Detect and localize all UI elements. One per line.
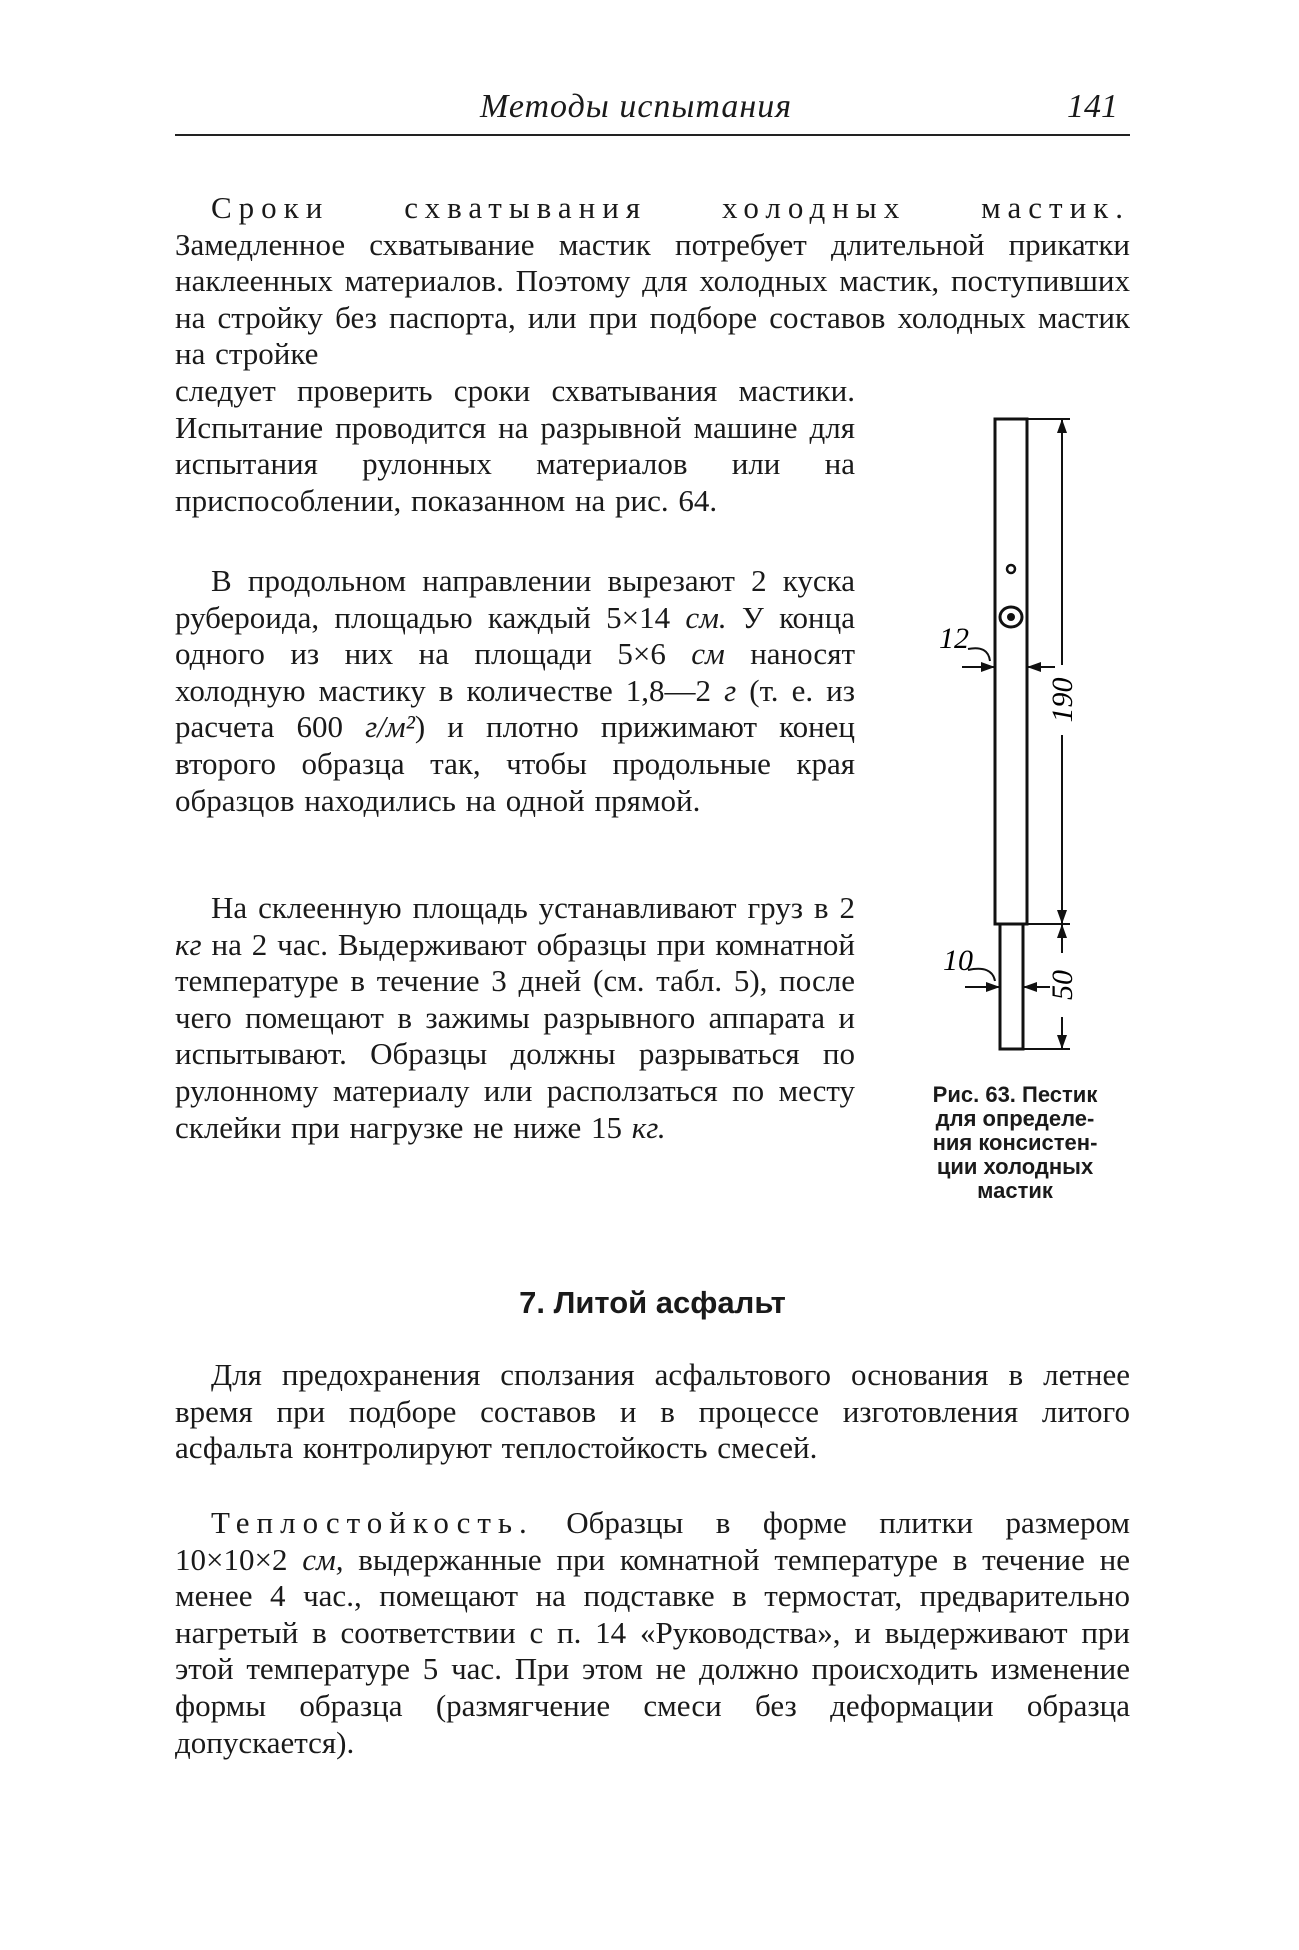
dimension-width-upper-label: 12	[939, 622, 969, 655]
paragraph-setting-time-continued: следует проверить сроки схватывания мастики. Испытание проводится на разрывной машине для испытания рулонных материалов или на приспособлении, показанном на рис. 64.	[175, 373, 855, 518]
running-header	[175, 88, 1130, 136]
unit: г/м²	[365, 709, 415, 745]
dimension-lower-label: 50	[1046, 970, 1079, 1000]
unit: см.	[685, 599, 727, 635]
arrow-up-icon	[1057, 924, 1067, 938]
caption-line: ции холодных	[936, 1154, 1094, 1179]
text-run: наносят холодную мастику в количестве 1,8—2	[175, 636, 855, 708]
caption-line: Рис. 63. Пестик	[932, 1082, 1098, 1107]
text-run: На склеенную площадь устанавливают груз в 2	[211, 890, 855, 925]
caption-line: ния консистен-	[932, 1130, 1098, 1155]
text-run: Образцы в форме плитки размером 10×10×2	[175, 1505, 1130, 1577]
pestle-upper-rod	[995, 419, 1027, 924]
hole-icon	[1007, 565, 1015, 573]
text-run: выдержанные при комнатной температуре в течение не менее 4 час., помещают на подставке в термостат, предварительно нагретый в соответствии с п. 14 «Руководства», и выдерживают при этой температуре 5 час. При этом не должно происходить изменение формы образца (размягчение смеси без деформации образца допускается).	[175, 1541, 1130, 1760]
paragraph-load	[175, 890, 855, 1146]
arrow-down-icon	[1057, 910, 1067, 924]
text-run: (т. е. из расчета 600	[175, 672, 855, 745]
unit: г	[724, 672, 737, 708]
arrow-left-icon	[1027, 662, 1041, 672]
unit: кг	[175, 926, 202, 962]
paragraph-lead: Сроки схватывания холодных мастик.	[211, 190, 1130, 225]
text-run: на 2 час. Выдерживают образцы при комнатной температуре в течение 3 дней (см. табл. 5), после чего помещают в зажимы разрывного аппарата и испытывают. Образцы должны разрываться по рулонному материалу или расползаться по месту склейки при нагрузке не ниже 15	[175, 926, 855, 1145]
unit: см,	[302, 1541, 344, 1577]
paragraph-samples	[175, 563, 855, 819]
screw-head-icon	[1007, 613, 1015, 621]
unit: кг.	[631, 1109, 666, 1145]
paragraph-setting-time	[175, 190, 1130, 373]
arrow-right-icon	[986, 982, 1000, 992]
text-run: У конца одного из них на площади 5×6	[175, 599, 855, 672]
running-title: Методы испытания	[480, 88, 793, 125]
paragraph-lead: Теплостойкость.	[211, 1505, 534, 1540]
arrow-left-icon	[1023, 982, 1037, 992]
figure-caption	[895, 1083, 1135, 1203]
leader-line	[968, 648, 990, 661]
arrow-down-icon	[1057, 1035, 1067, 1049]
section-heading: 7. Литой асфальт	[519, 1285, 786, 1320]
caption-line: для определе-	[935, 1106, 1095, 1131]
paragraph-text: Замедленное схватывание мастик потребует длительной прикатки наклеенных материалов. Поэтому для холодных мастик, поступивших на стройку без паспорта, или при подборе составов холодных мастик на стройке	[175, 226, 1130, 372]
pestle-lower-tip	[1000, 924, 1023, 1049]
dimension-total-label: 190	[1046, 677, 1079, 723]
caption-line: мастик	[977, 1178, 1053, 1203]
pestle-drawing	[900, 405, 1130, 1085]
paragraph-heat-resistance	[175, 1505, 1130, 1761]
unit: см	[691, 636, 725, 672]
figure-pestle	[900, 405, 1130, 1085]
arrow-right-icon	[981, 662, 995, 672]
paragraph-asphalt: Для предохранения сползания асфальтового основания в летнее время при подборе составов и в процессе изготовления литого асфальта контролируют теплостойкость смесей.	[175, 1357, 1130, 1466]
arrow-up-icon	[1057, 419, 1067, 433]
dimension-width-lower-label: 10	[943, 944, 973, 977]
page-number: 141	[1067, 88, 1118, 125]
text-run: ) и плотно прижимают конец второго образца так, чтобы продольные края образцов находились на одной прямой.	[175, 709, 856, 818]
text-run: В продольном направлении вырезают 2 куска рубероида, площадью каждый 5×14	[175, 563, 855, 635]
